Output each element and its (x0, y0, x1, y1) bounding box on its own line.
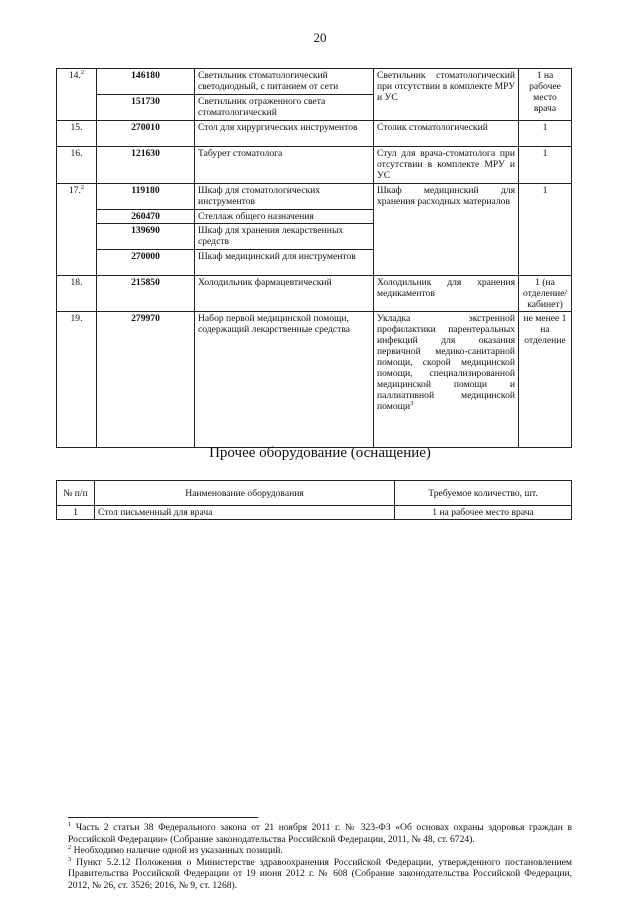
standard-name: Укладка экстренной профилактики парентеральных инфекций для оказания первичной медико-санитарной помощи, скорой медицинской помощи, специализированной медицинской помощи и паллиативной медицинской помощи$^3$ (374, 312, 519, 448)
item-name: Стеллаж общего назначения (195, 210, 374, 224)
row-number: 14.$^2$ (57, 69, 97, 121)
quantity: 1 (519, 184, 572, 276)
table-row (57, 147, 572, 184)
quantity: 1 на рабочее место врача (395, 506, 572, 520)
equipment-table (56, 68, 572, 448)
header-qty: Требуемое количество, шт. (395, 481, 572, 506)
header-name: Наименование оборудования (95, 481, 395, 506)
standard-name: Стул для врача-стоматолога при отсутствии в комплекте МРУ и УС (374, 147, 519, 184)
header-num: № п/п (57, 481, 95, 506)
item-name: Светильник отраженного света стоматологический (195, 95, 374, 121)
item-code: 270010 (97, 121, 195, 147)
table-row (57, 69, 572, 95)
row-number: 1 (57, 506, 95, 520)
item-name: Шкаф для хранения лекарственных средств (195, 224, 374, 250)
other-equipment-table (56, 480, 572, 520)
row-number: 19. (57, 312, 97, 448)
standard-name: Столик стоматологический (374, 121, 519, 147)
row-number: 18. (57, 276, 97, 312)
section-title: Прочее оборудование (оснащение) (209, 445, 431, 461)
table-row (57, 506, 572, 520)
item-code: 119180 (97, 184, 195, 210)
standard-name: Шкаф медицинский для хранения расходных материалов (374, 184, 519, 276)
item-code: 279970 (97, 312, 195, 448)
footnote: $^1$ Часть 2 статьи 38 Федерального закона от 21 ноября 2011 г. № 323-ФЗ «Об основах охраны здоровья граждан в Российской Федерации» (Собрание законодательства Российской Федерации, 2011, № 48, ст. 6724). (68, 820, 572, 845)
item-name: Холодильник фармацевтический (195, 276, 374, 312)
page-number: 20 (313, 30, 327, 45)
table-row (57, 312, 572, 448)
row-number: 17.$^2$ (57, 184, 97, 276)
quantity: 1 на рабочее место врача (519, 69, 572, 121)
item-code: 270000 (97, 250, 195, 276)
quantity: 1 (519, 147, 572, 184)
standard-name: Светильник стоматологический при отсутствии в комплекте МРУ и УС (374, 69, 519, 121)
item-code: 260470 (97, 210, 195, 224)
footnotes (68, 822, 572, 892)
quantity: 1 (519, 121, 572, 147)
item-name: Шкаф для стоматологических инструментов (195, 184, 374, 210)
item-code: 215850 (97, 276, 195, 312)
item-name: Набор первой медицинской помощи, содержащий лекарственные средства (195, 312, 374, 448)
table-row (57, 276, 572, 312)
item-name: Стол для хирургических инструментов (195, 121, 374, 147)
footnote: $^2$ Необходимо наличие одной из указанных позиций. (68, 844, 283, 857)
footnote: $^3$ Пункт 5.2.12 Положения о Министерстве здравоохранения Российской Федерации, утвержденного постановлением Правительства Российской Федерации от 19 июня 2012 г. № 608 (Собрание законодательства Российской Федерации, 2012, № 26, ст. 3526; 2016, № 9, ст. 1268). (68, 855, 572, 891)
item-name: Шкаф медицинский для инструментов (195, 250, 374, 276)
row-number: 15. (57, 121, 97, 147)
table-row (57, 121, 572, 147)
row-number: 16. (57, 147, 97, 184)
footnote-separator (68, 817, 258, 818)
table-header-row (57, 481, 572, 506)
item-code: 139690 (97, 224, 195, 250)
item-name: Светильник стоматологический светодиодный, с питанием от сети (195, 69, 374, 95)
item-code: 121630 (97, 147, 195, 184)
table-row (57, 184, 572, 210)
quantity: 1 (на отделение/ кабинет) (519, 276, 572, 312)
item-code: 151730 (97, 95, 195, 121)
standard-name: Холодильник для хранения медикаментов (374, 276, 519, 312)
item-name: Стол письменный для врача (95, 506, 395, 520)
item-name: Табурет стоматолога (195, 147, 374, 184)
quantity: не менее 1 на отделение (519, 312, 572, 448)
item-code: 146180 (97, 69, 195, 95)
